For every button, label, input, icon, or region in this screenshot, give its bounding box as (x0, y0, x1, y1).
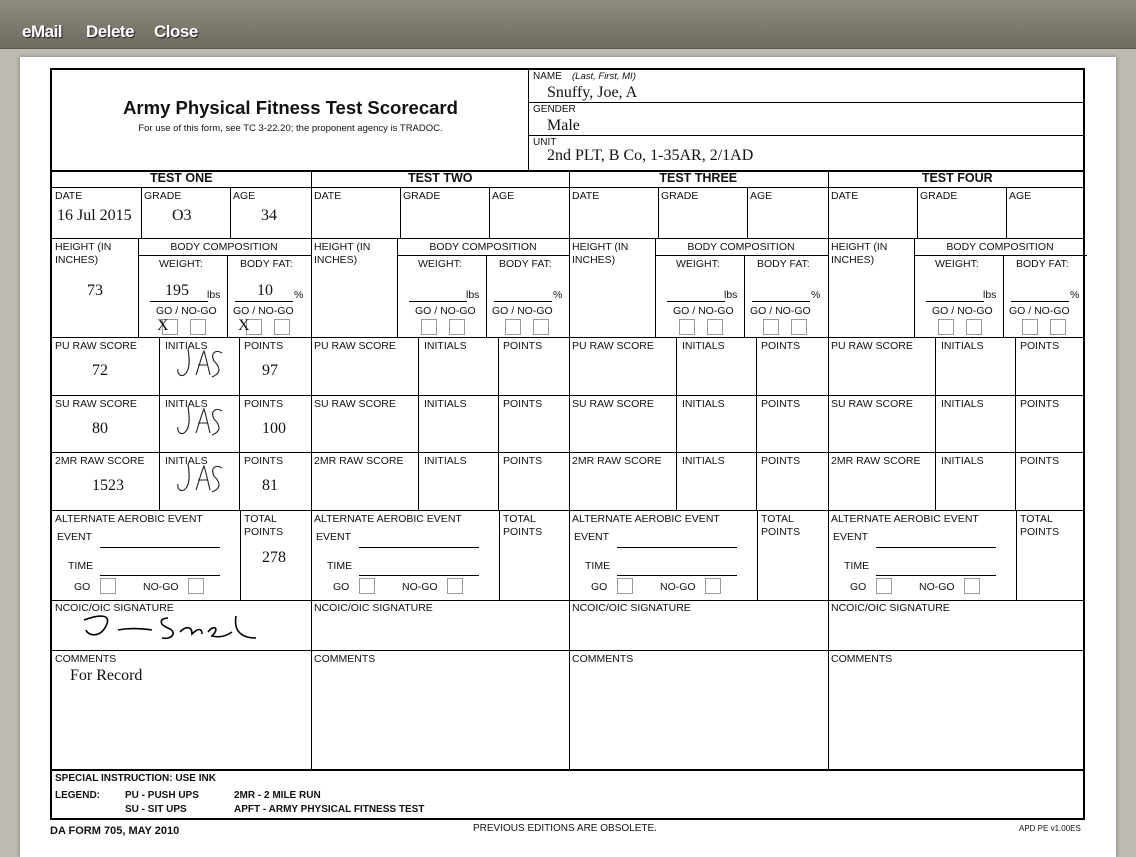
weight-go-mark[interactable]: X (157, 317, 169, 334)
lbs-unit: lbs (724, 289, 738, 301)
weight-label: WEIGHT: (935, 258, 979, 270)
time-label: TIME (327, 560, 353, 572)
run-raw-value[interactable]: 1523 (92, 477, 124, 494)
signature-label: NCOIC/OIC SIGNATURE (572, 602, 691, 614)
age-value[interactable]: 34 (261, 207, 277, 224)
initials-label: INITIALS (165, 398, 208, 410)
initials-label: INITIALS (941, 398, 984, 410)
su-raw-label: SU RAW SCORE (572, 398, 654, 410)
signature-label: NCOIC/OIC SIGNATURE (314, 602, 433, 614)
initials-label: INITIALS (424, 398, 467, 410)
date-label: DATE (572, 190, 600, 202)
age-label: AGE (233, 190, 256, 202)
weight-gonogo-label: GO / NO-GO (673, 305, 734, 317)
body-fat-label: BODY FAT: (1016, 258, 1069, 270)
points-label: POINTS (761, 340, 801, 352)
height-label: HEIGHT (IN (314, 241, 371, 253)
run-initials-signature (174, 460, 224, 496)
test-title: TEST THREE (659, 171, 738, 185)
comments-value[interactable]: For Record (70, 667, 143, 684)
signature-label: NCOIC/OIC SIGNATURE (831, 602, 950, 614)
grade-label: GRADE (920, 190, 958, 202)
fat-nogo-checkbox[interactable] (274, 319, 290, 335)
run-points-value[interactable]: 81 (262, 477, 278, 494)
time-label: TIME (585, 560, 611, 572)
special-instruction: SPECIAL INSTRUCTION: USE INK (55, 773, 216, 784)
pu-initials-signature (174, 345, 224, 381)
total-points-label: POINTS (503, 526, 543, 538)
run-raw-label: 2MR RAW SCORE (572, 455, 662, 467)
initials-label: INITIALS (165, 340, 208, 352)
total-points-label: POINTS (761, 526, 801, 538)
run-raw-label: 2MR RAW SCORE (314, 455, 404, 467)
alt-event-label: ALTERNATE AEROBIC EVENT (572, 513, 720, 525)
su-raw-label: SU RAW SCORE (55, 398, 137, 410)
run-raw-label: 2MR RAW SCORE (831, 455, 921, 467)
height-label: HEIGHT (IN (572, 241, 629, 253)
grade-label: GRADE (661, 190, 699, 202)
nogo-label: NO-GO (660, 581, 696, 593)
grade-label: GRADE (144, 190, 182, 202)
points-label: POINTS (244, 340, 284, 352)
date-label: DATE (831, 190, 859, 202)
weight-go-checkbox[interactable] (679, 319, 695, 335)
pct-unit: % (294, 289, 304, 301)
nogo-label: NO-GO (402, 581, 438, 593)
height-label: INCHES) (831, 254, 875, 266)
body-comp-label: BODY COMPOSITION (687, 241, 795, 253)
toolbar (0, 0, 1136, 49)
body-comp-label: BODY COMPOSITION (946, 241, 1054, 253)
age-label: AGE (1009, 190, 1032, 202)
pu-raw-label: PU RAW SCORE (314, 340, 396, 352)
nogo-label: NO-GO (919, 581, 955, 593)
pct-unit: % (811, 289, 821, 301)
lbs-unit: lbs (983, 289, 997, 301)
grade-label: GRADE (403, 190, 441, 202)
date-label: DATE (314, 190, 342, 202)
form-title: Army Physical Fitness Test Scorecard (123, 97, 458, 118)
legend-pu: PU - PUSH UPS (125, 790, 199, 801)
run-raw-label: 2MR RAW SCORE (55, 455, 145, 467)
total-label: TOTAL (761, 513, 794, 525)
initials-label: INITIALS (682, 398, 725, 410)
obsolete-note: PREVIOUS EDITIONS ARE OBSOLETE. (473, 823, 657, 834)
scorecard-form (50, 68, 1085, 820)
alt-nogo-checkbox[interactable] (188, 578, 204, 594)
points-label: POINTS (1020, 340, 1060, 352)
total-label: TOTAL (244, 513, 277, 525)
alt-event-label: ALTERNATE AEROBIC EVENT (314, 513, 462, 525)
event-label: EVENT (833, 531, 869, 543)
points-label: POINTS (761, 398, 801, 410)
date-label: DATE (55, 190, 83, 202)
fat-nogo-checkbox[interactable] (791, 319, 807, 335)
unit-value[interactable]: 2nd PLT, B Co, 1-35AR, 2/1AD (547, 147, 754, 164)
unit-label: UNIT (533, 137, 557, 148)
close-button[interactable]: Close (154, 22, 198, 41)
fat-nogo-checkbox[interactable] (1050, 319, 1066, 335)
pu-raw-label: PU RAW SCORE (55, 340, 137, 352)
test-title: TEST TWO (407, 171, 473, 185)
grade-value[interactable]: O3 (172, 207, 192, 224)
alt-nogo-checkbox[interactable] (447, 578, 463, 594)
height-value[interactable]: 73 (87, 282, 103, 299)
go-label: GO (591, 581, 608, 593)
email-button[interactable]: eMail (22, 22, 63, 41)
nogo-label: NO-GO (143, 581, 179, 593)
time-label: TIME (68, 560, 94, 572)
fat-gonogo-label: GO / NO-GO (233, 305, 294, 317)
alt-go-checkbox[interactable] (876, 578, 892, 594)
pu-raw-label: PU RAW SCORE (572, 340, 654, 352)
weight-go-checkbox[interactable] (938, 319, 954, 335)
su-raw-label: SU RAW SCORE (314, 398, 396, 410)
name-hint: (Last, First, MI) (572, 71, 636, 82)
points-label: POINTS (1020, 398, 1060, 410)
ncoic-signature (80, 610, 265, 646)
weight-gonogo-label: GO / NO-GO (415, 305, 476, 317)
lbs-unit: lbs (207, 289, 221, 301)
height-label: INCHES) (55, 254, 99, 266)
event-label: EVENT (57, 531, 93, 543)
gender-label: GENDER (533, 104, 576, 115)
initials-label: INITIALS (424, 340, 467, 352)
fat-go-checkbox[interactable] (763, 319, 779, 335)
points-label: POINTS (244, 398, 284, 410)
initials-label: INITIALS (941, 340, 984, 352)
pu-raw-label: PU RAW SCORE (831, 340, 913, 352)
initials-label: INITIALS (682, 340, 725, 352)
fat-gonogo-label: GO / NO-GO (492, 305, 553, 317)
weight-nogo-checkbox[interactable] (190, 319, 206, 335)
test-title: TEST FOUR (921, 171, 993, 185)
height-label: INCHES) (572, 254, 616, 266)
weight-go-checkbox[interactable] (421, 319, 437, 335)
event-label: EVENT (574, 531, 610, 543)
alt-event-label: ALTERNATE AEROBIC EVENT (55, 513, 203, 525)
weight-nogo-checkbox[interactable] (707, 319, 723, 335)
go-label: GO (333, 581, 350, 593)
date-value[interactable]: 16 Jul 2015 (57, 207, 132, 224)
weight-label: WEIGHT: (418, 258, 462, 270)
su-initials-signature (174, 403, 224, 439)
age-label: AGE (492, 190, 515, 202)
test-title: TEST ONE (149, 171, 213, 185)
height-label: HEIGHT (IN (831, 241, 888, 253)
body-comp-label: BODY COMPOSITION (429, 241, 537, 253)
weight-value[interactable]: 195 (165, 282, 189, 299)
legend-su: SU - SIT UPS (125, 804, 187, 815)
initials-label: INITIALS (165, 455, 208, 467)
body-fat-value[interactable]: 10 (257, 282, 273, 299)
alt-go-checkbox[interactable] (617, 578, 633, 594)
weight-label: WEIGHT: (676, 258, 720, 270)
alt-nogo-checkbox[interactable] (705, 578, 721, 594)
legend-label: LEGEND: (55, 790, 100, 801)
su-raw-value[interactable]: 80 (92, 420, 108, 437)
fat-nogo-checkbox[interactable] (533, 319, 549, 335)
points-label: POINTS (1020, 455, 1060, 467)
form-number: DA FORM 705, MAY 2010 (50, 825, 180, 837)
alt-go-checkbox[interactable] (100, 578, 116, 594)
height-label: INCHES) (314, 254, 358, 266)
go-label: GO (74, 581, 91, 593)
body-comp-label: BODY COMPOSITION (170, 241, 278, 253)
age-label: AGE (750, 190, 773, 202)
weight-nogo-checkbox[interactable] (966, 319, 982, 335)
total-points-label: POINTS (1020, 526, 1060, 538)
body-fat-label: BODY FAT: (240, 258, 293, 270)
name-label: NAME (533, 71, 562, 82)
body-fat-label: BODY FAT: (757, 258, 810, 270)
pct-unit: % (1070, 289, 1080, 301)
total-label: TOTAL (1020, 513, 1053, 525)
points-label: POINTS (761, 455, 801, 467)
name-value[interactable]: Snuffy, Joe, A (547, 84, 638, 101)
weight-nogo-checkbox[interactable] (449, 319, 465, 335)
fat-go-checkbox[interactable] (505, 319, 521, 335)
pu-raw-value[interactable]: 72 (92, 362, 108, 379)
fat-go-mark[interactable]: X (238, 317, 250, 334)
version-label: APD PE v1.00ES (1019, 824, 1081, 833)
initials-label: INITIALS (682, 455, 725, 467)
fat-go-checkbox[interactable] (1022, 319, 1038, 335)
total-value[interactable]: 278 (262, 549, 286, 566)
points-label: POINTS (244, 455, 284, 467)
legend-2mr: 2MR - 2 MILE RUN (234, 790, 321, 801)
pu-points-value[interactable]: 97 (262, 362, 278, 379)
initials-label: INITIALS (941, 455, 984, 467)
total-label: TOTAL (503, 513, 536, 525)
comments-label: COMMENTS (572, 653, 634, 665)
pct-unit: % (553, 289, 563, 301)
total-points-label: POINTS (244, 526, 284, 538)
height-label: HEIGHT (IN (55, 241, 112, 253)
fat-gonogo-label: GO / NO-GO (750, 305, 811, 317)
comments-label: COMMENTS (55, 653, 117, 665)
weight-gonogo-label: GO / NO-GO (156, 305, 217, 317)
legend-apft: APFT - ARMY PHYSICAL FITNESS TEST (234, 804, 425, 815)
event-label: EVENT (316, 531, 352, 543)
body-fat-label: BODY FAT: (499, 258, 552, 270)
alt-go-checkbox[interactable] (359, 578, 375, 594)
weight-gonogo-label: GO / NO-GO (932, 305, 993, 317)
lbs-unit: lbs (466, 289, 480, 301)
delete-button[interactable]: Delete (86, 22, 135, 41)
go-label: GO (850, 581, 867, 593)
initials-label: INITIALS (424, 455, 467, 467)
comments-label: COMMENTS (314, 653, 376, 665)
points-label: POINTS (503, 340, 543, 352)
alt-nogo-checkbox[interactable] (964, 578, 980, 594)
su-raw-label: SU RAW SCORE (831, 398, 913, 410)
gender-value[interactable]: Male (547, 117, 580, 134)
points-label: POINTS (503, 398, 543, 410)
alt-event-label: ALTERNATE AEROBIC EVENT (831, 513, 979, 525)
su-points-value[interactable]: 100 (262, 420, 286, 437)
form-subtitle: For use of this form, see TC 3-22.20; the proponent agency is TRADOC. (138, 123, 443, 134)
time-label: TIME (844, 560, 870, 572)
weight-label: WEIGHT: (159, 258, 203, 270)
points-label: POINTS (503, 455, 543, 467)
signature-label: NCOIC/OIC SIGNATURE (55, 602, 174, 614)
comments-label: COMMENTS (831, 653, 893, 665)
fat-gonogo-label: GO / NO-GO (1009, 305, 1070, 317)
